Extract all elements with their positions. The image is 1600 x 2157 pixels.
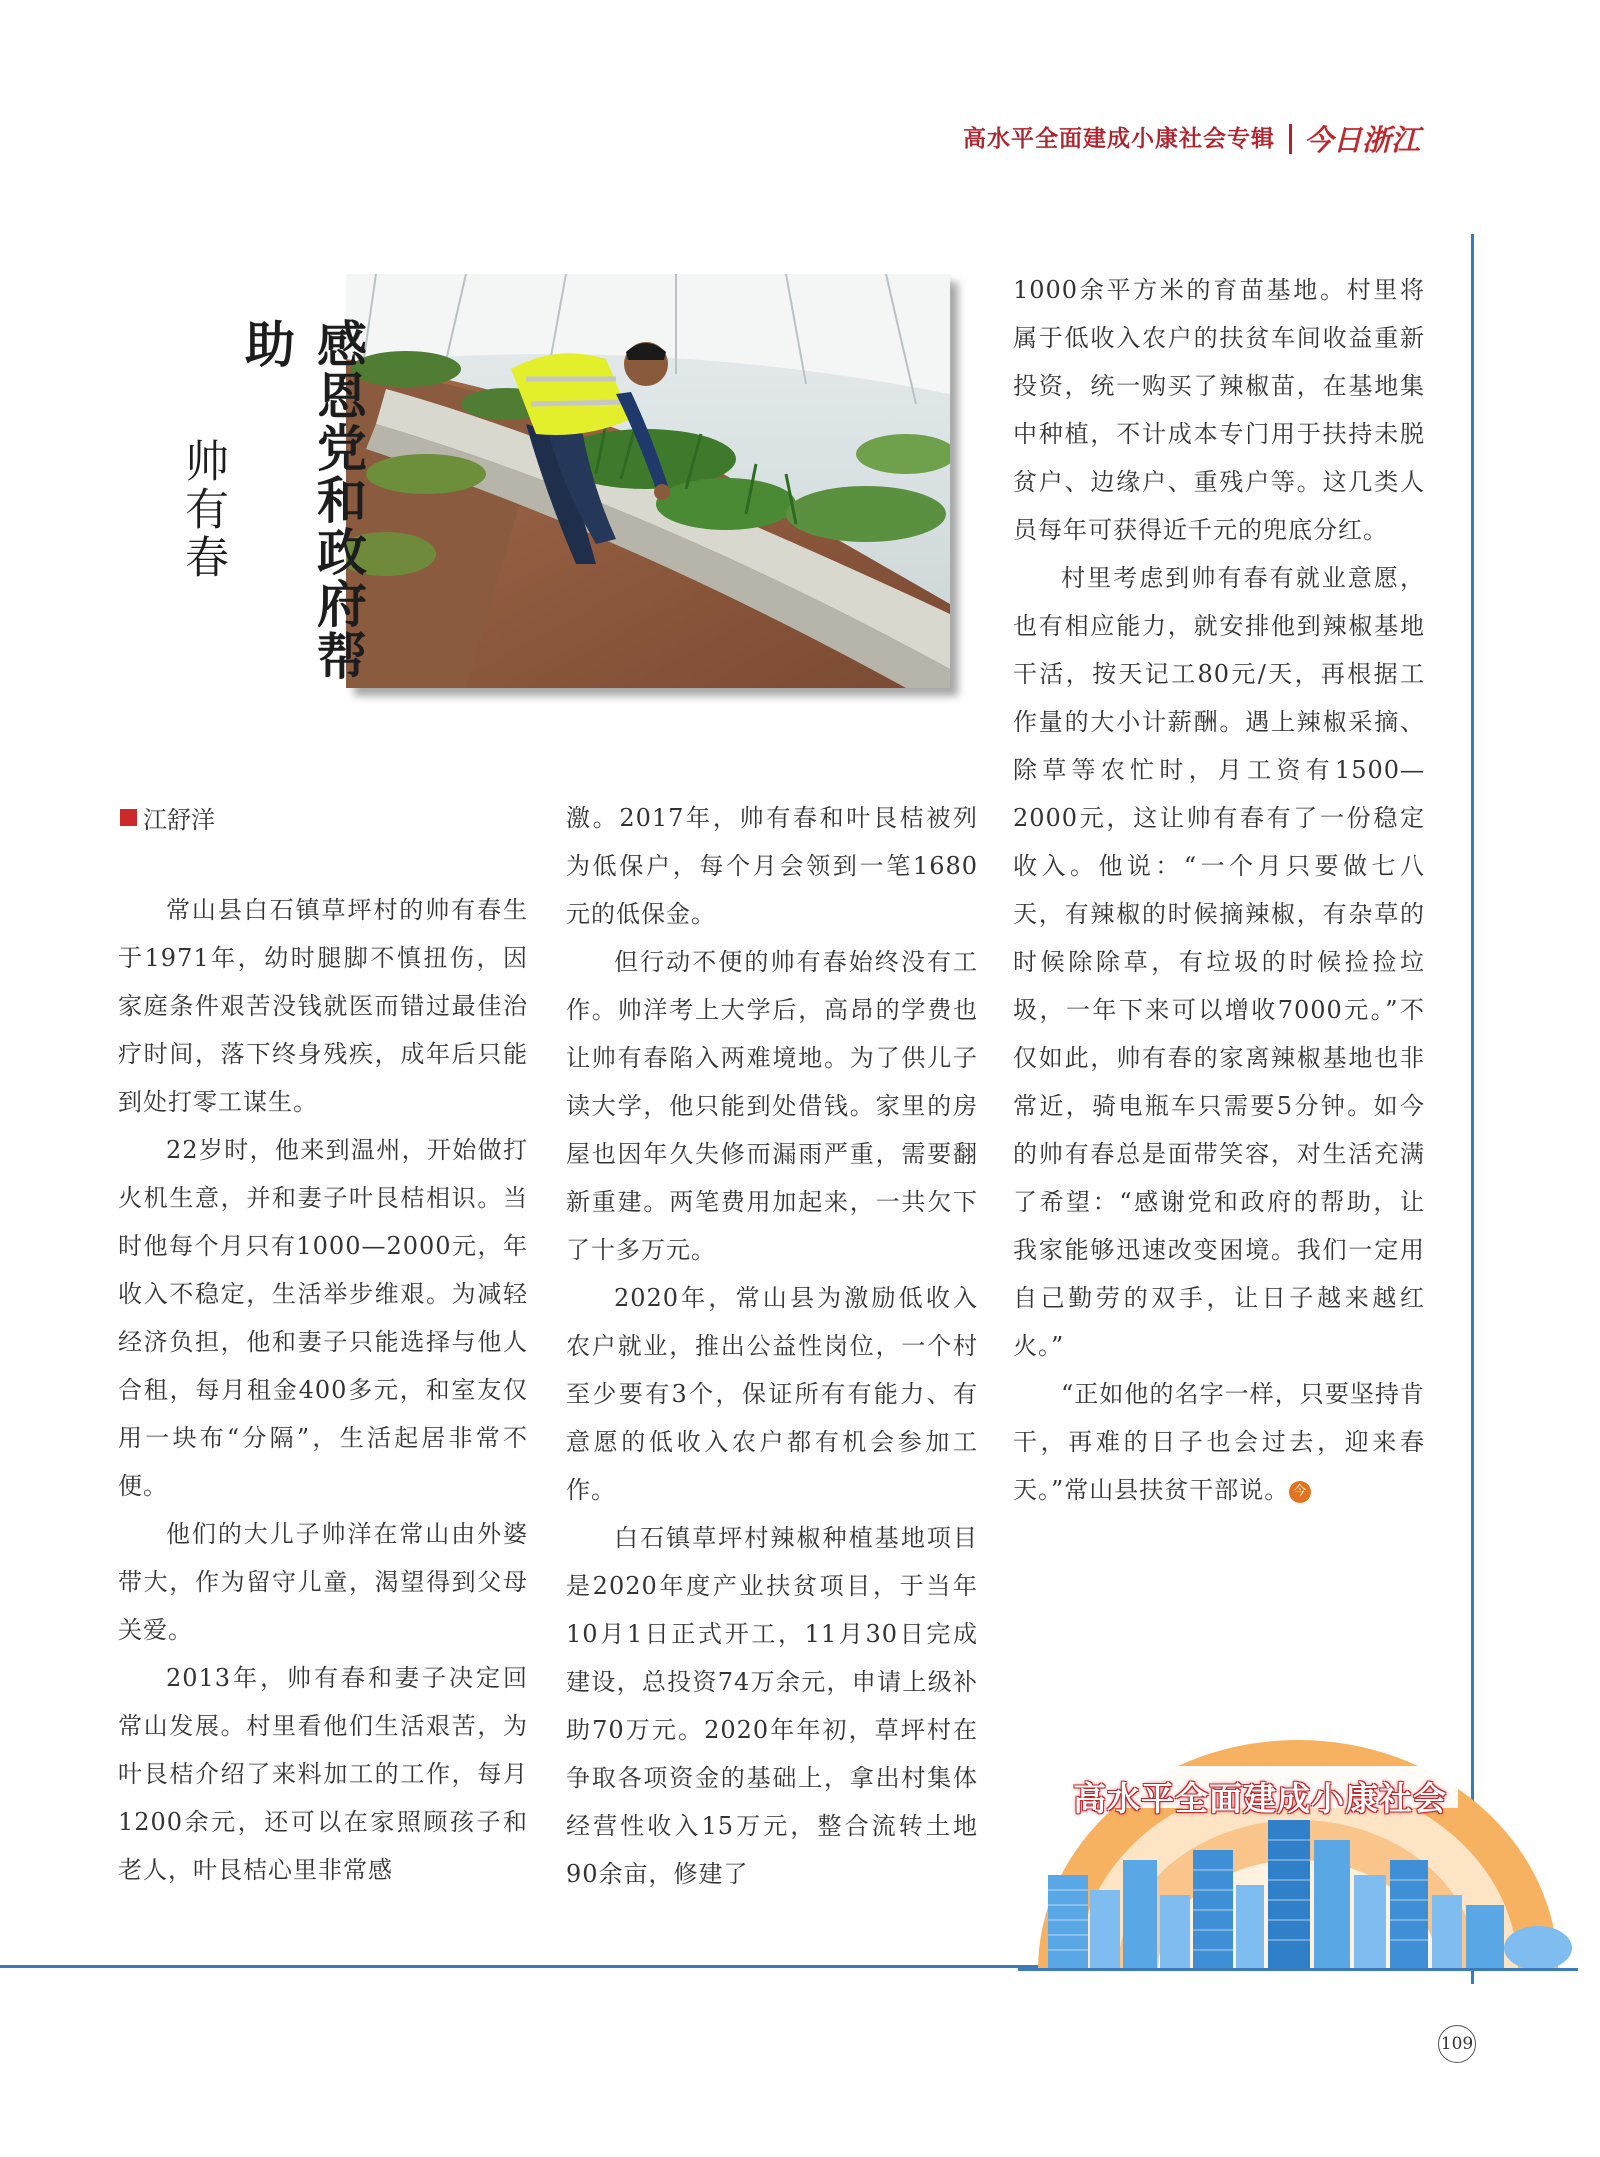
red-square-icon bbox=[120, 809, 137, 826]
closing-paragraph-text: “正如他的名字一样，只要坚持肯干，再难的日子也会过去，迎来春天。”常山县扶贫干部说。 bbox=[1013, 1380, 1425, 1504]
text-column-3 bbox=[1013, 266, 1425, 1514]
article-photo bbox=[346, 274, 950, 688]
paragraph: 1000余平方米的育苗基地。村里将属于低收入农户的扶贫车间收益重新投资，统一购买了辣椒苗，在基地集中种植，不计成本专门用于扶持未脱贫户、边缘户、重残户等。这几类人员每年可获得近千元的兜底分红。 bbox=[1013, 276, 1425, 544]
end-mark-icon: 今 bbox=[1289, 1481, 1311, 1503]
city-skyline-illustration bbox=[1018, 1700, 1578, 1990]
paragraph: 常山县白石镇草坪村的帅有春生于1971年，幼时腿脚不慎扭伤，因家庭条件艰苦没钱就医而错过最佳治疗时间，落下终身残疾，成年后只能到处打零工谋生。 bbox=[118, 896, 528, 1116]
text-column-2 bbox=[566, 794, 978, 1898]
section-label: 高水平全面建成小康社会专辑 bbox=[963, 124, 1292, 154]
paragraph: 22岁时，他来到温州，开始做打火机生意，并和妻子叶艮桔相识。当时他每个月只有1000—2000元，年收入不稳定，生活举步维艰。为减轻经济负担，他和妻子只能选择与他人合租，每月租金400多元，和室友仅用一块布“分隔”，生活起居非常不便。 bbox=[118, 1136, 528, 1500]
paragraph: 他们的大儿子帅洋在常山由外婆带大，作为留守儿童，渴望得到父母关爱。 bbox=[118, 1520, 528, 1644]
article-subject-name: 帅有春 bbox=[177, 438, 228, 582]
paragraph bbox=[1013, 1370, 1425, 1514]
greenhouse-worker-image bbox=[346, 274, 950, 688]
text-column-1 bbox=[118, 886, 528, 1894]
paragraph: 激。2017年，帅有春和叶艮桔被列为低保户，每个月会领到一笔1680元的低保金。 bbox=[566, 804, 978, 928]
author-name: 江舒洋 bbox=[143, 806, 215, 834]
magazine-logo: 今日浙江 bbox=[1303, 123, 1420, 157]
paragraph: 白石镇草坪村辣椒种植基地项目是2020年度产业扶贫项目，于当年10月1日正式开工，11月30日完成建设，总投资74万余元，申请上级补助70万元。2020年年初，草坪村在争取各项资金的基础上，拿出村集体经营性收入15万元，整合流转土地90余亩，修建了 bbox=[566, 1524, 978, 1888]
byline bbox=[120, 800, 215, 835]
page-header bbox=[963, 118, 1420, 159]
paragraph: 2013年，帅有春和妻子决定回常山发展。村里看他们生活艰苦，为叶艮桔介绍了来料加工的工作，每月1200余元，还可以在家照顾孩子和老人，叶艮桔心里非常感 bbox=[118, 1664, 528, 1884]
article-title: 感恩党和政府帮助 bbox=[237, 318, 367, 682]
paragraph: 2020年，常山县为激励低收入农户就业，推出公益性岗位，一个村至少要有3个，保证所有有能力、有意愿的低收入农户都有机会参加工作。 bbox=[566, 1284, 978, 1504]
article-title-block bbox=[160, 318, 367, 718]
paragraph: 但行动不便的帅有春始终没有工作。帅洋考上大学后，高昂的学费也让帅有春陷入两难境地。为了供儿子读大学，他只能到处借钱。家里的房屋也因年久失修而漏雨严重，需要翻新重建。两笔费用加起来，一共欠下了十多万元。 bbox=[566, 948, 978, 1264]
banner-title: 高水平全面建成小康社会 bbox=[1073, 1779, 1447, 1818]
paragraph: 村里考虑到帅有春有就业意愿，也有相应能力，就安排他到辣椒基地干活，按天记工80元/天，再根据工作量的大小计薪酬。遇上辣椒采摘、除草等农忙时，月工资有1500—2000元，这让帅有春有了一份稳定收入。他说：“一个月只要做七八天，有辣椒的时候摘辣椒，有杂草的时候除除草，有垃圾的时候捡捡垃圾，一年下来可以增收7000元。”不仅如此，帅有春的家离辣椒基地也非常近，骑电瓶车只需要5分钟。如今的帅有春总是面带笑容，对生活充满了希望：“感谢党和政府的帮助，让我家能够迅速改变困境。我们一定用自己勤劳的双手，让日子越来越红火。” bbox=[1013, 564, 1425, 1360]
page-number: 109 bbox=[1438, 2025, 1476, 2063]
skyline-banner-graphic bbox=[1018, 1700, 1578, 1990]
